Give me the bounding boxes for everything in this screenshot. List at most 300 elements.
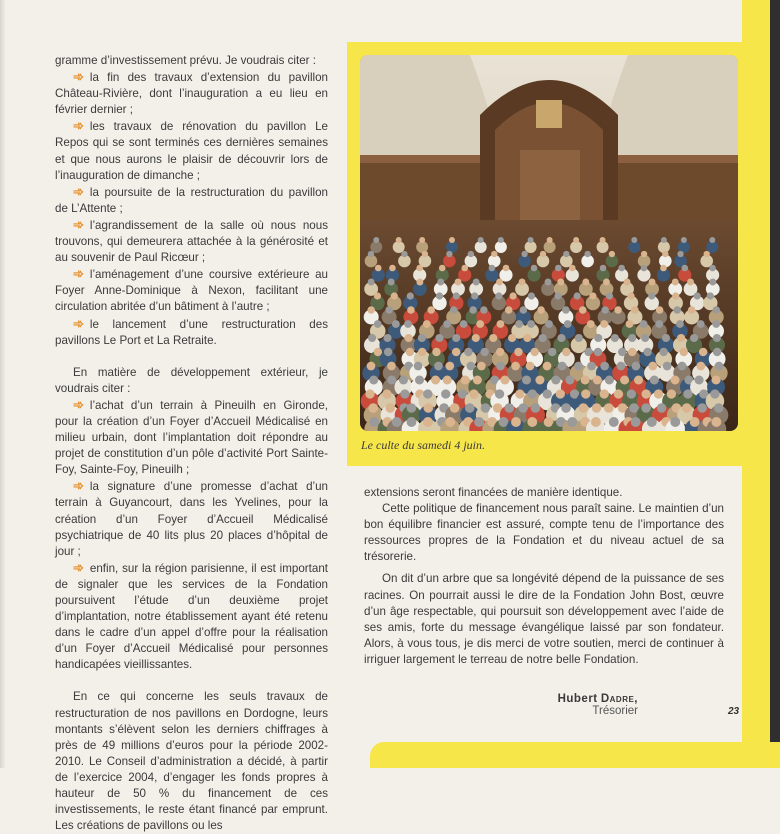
crowd-head (600, 362, 609, 371)
crowd-head (662, 251, 668, 257)
crowd-head (663, 362, 672, 371)
closing-paragraph: On dit d’un arbre que sa longévité dépend de la puissance de ses racines. On pourrait aussi le dire de la Fondation John Bost, œuvre d’un âge respectable, qui poursuit son développement avec l’aide de ses amis, forte du message évangélique laissé par son fondateur. Alors, à vous tous, je dis merci de votre soutien, merci de continuer à irriguer largement le terreau de notre belle Fondation. (364, 572, 724, 666)
crowd-head (423, 417, 433, 427)
crowd-head (423, 320, 431, 328)
crowd-head (527, 320, 535, 328)
signatory-last-name: Dadre, (600, 693, 638, 705)
crowd-head (641, 403, 651, 413)
crowd-head (407, 417, 417, 427)
crowd-head (423, 389, 432, 398)
crowd-head (682, 403, 692, 413)
crowd-head (600, 389, 609, 398)
crowd-head (401, 251, 407, 257)
crowd-head (557, 334, 565, 342)
arrow-right-icon: ➾ (73, 216, 84, 232)
crowd-head (445, 417, 455, 427)
crowd-head (626, 320, 634, 328)
crowd-head (432, 348, 440, 356)
bullet-text: l’agrandissement de la salle où nous nous trouvons, qui demeurera attachée à la générosité et au souvenir de Paul Ricœur ; (55, 218, 328, 265)
crowd-head (606, 292, 613, 299)
crowd-head (531, 265, 538, 272)
crowd-head (569, 265, 576, 272)
crowd-head (631, 306, 639, 314)
crowd-head (446, 251, 452, 257)
bullet-item (55, 266, 328, 315)
crowd-head (672, 292, 679, 299)
yellow-bottom-band (370, 742, 780, 768)
crowd-head (435, 334, 443, 342)
crowd-head (539, 334, 547, 342)
crowd-head (535, 376, 544, 385)
crowd-head (654, 389, 663, 398)
bullet-item (55, 478, 328, 559)
crowd-head (695, 376, 704, 385)
dordogne-paragraph: En ce qui concerne les seuls travaux de restructuration de nos pavillons en Dordogne, leurs montants s’élèvent selon les derniers chiffrages à près de 49 millions d’euros pour la période 2002-2010. Le Conseil d’administration a décidé, à partir de l’exercice 2004, d’engager les fonds propres à hauteur de 50 % du financement de ces investissements, le reste étant financé par emprunt. Les créations de pavillons ou les (55, 690, 328, 833)
crowd-head (558, 362, 567, 371)
crowd-head (422, 251, 428, 257)
crowd-head (627, 389, 636, 398)
crowd-head (460, 320, 468, 328)
crowd-head (589, 292, 596, 299)
crowd-head (649, 279, 656, 286)
crowd-head (400, 389, 409, 398)
crowd-head (505, 306, 513, 314)
crowd-head (540, 251, 546, 257)
crowd-head (688, 306, 696, 314)
crowd-head (697, 320, 705, 328)
crowd-head (545, 279, 552, 286)
crowd-head (509, 292, 516, 299)
crowd-head (385, 403, 395, 413)
signatory-name (520, 693, 638, 705)
crowd-head (634, 376, 643, 385)
church-interior-illustration (360, 55, 738, 431)
crowd-head (389, 265, 396, 272)
crowd-head (418, 348, 426, 356)
crowd-head (605, 376, 614, 385)
crowd-head (641, 334, 649, 342)
crowd-head (437, 279, 444, 286)
arrow-right-icon: ➾ (73, 183, 84, 199)
crowd-head (680, 348, 688, 356)
crowd-head (678, 362, 687, 371)
crowd-head (656, 306, 664, 314)
crowd-head (469, 306, 477, 314)
crowd-head (574, 292, 581, 299)
crowd-head (697, 403, 707, 413)
crowd-head (714, 403, 724, 413)
left-text-column (55, 53, 328, 834)
crowd-head (712, 376, 721, 385)
bullet-text: la poursuite de la restructuration du pavillon de L’Attente ; (55, 185, 328, 215)
bullet-text: les travaux de rénovation du pavillon Le Repos qui se sont terminés ces dernières semaines et que nous aurons le plaisir de découvrir lors de l’inauguration de dimanche ; (55, 120, 328, 182)
crowd-head (441, 389, 450, 398)
crowd-head (496, 320, 504, 328)
crowd-head (609, 417, 619, 427)
crowd-head (681, 237, 687, 243)
crowd-head (453, 292, 460, 299)
crowd-head (382, 389, 391, 398)
financing-paragraph: Cette politique de financement nous paraît saine. Le maintien d’un bon équilibre financier est assuré, compte tenu de l’importance des ressources propres de la Fondation et du niveau actuel de sa trésorerie. (364, 502, 724, 564)
crowd-head (640, 320, 648, 328)
crowd-head (564, 320, 572, 328)
crowd-head (690, 417, 700, 427)
crowd-head (367, 362, 376, 371)
crowd-head (368, 403, 378, 413)
crowd-head (515, 320, 523, 328)
crowd-head (581, 389, 590, 398)
crowd-head (387, 362, 396, 371)
crowd-head (609, 251, 615, 257)
crowd-head (628, 334, 636, 342)
bullet-text: enfin, sur la région parisienne, il est important de signaler que les services de la Fondation poursuivent l’étude d’un deuxième projet d’implantation, notre établissement ayant été retenu dans le cadre d’un appel d’offre pour la réalisation d’un Foyer d’Accueil Médicalisé pour personnes handicapées vieillissantes. (55, 561, 328, 672)
crowd-head (473, 376, 482, 385)
crowd-head (704, 251, 710, 257)
crowd-head (713, 306, 721, 314)
crowd-head (673, 306, 681, 314)
crowd-head (498, 237, 504, 243)
page-number: 23 (728, 706, 740, 717)
crowd-head (709, 279, 716, 286)
crowd-head (631, 417, 641, 427)
signatory-first-name: Hubert (557, 693, 598, 705)
crowd-head (581, 376, 590, 385)
crowd-head (611, 334, 619, 342)
crowd-head (387, 376, 396, 385)
arrow-right-icon: ➾ (73, 559, 84, 575)
crowd-head (521, 251, 527, 257)
crowd-head (561, 403, 571, 413)
crowd-head (620, 376, 629, 385)
arrow-right-icon: ➾ (73, 69, 84, 85)
crowd-head (683, 389, 692, 398)
crowd-head (436, 292, 443, 299)
crowd-head (655, 320, 663, 328)
crowd-head (709, 265, 716, 272)
crowd-head (562, 348, 570, 356)
crowd-head (396, 237, 402, 243)
crowd-head (461, 265, 468, 272)
crowd-head (407, 403, 417, 413)
crowd-head (677, 251, 683, 257)
crowd-head (713, 348, 721, 356)
crowd-head (648, 362, 657, 371)
crowd-head (711, 417, 721, 427)
crowd-head (384, 348, 392, 356)
crowd-head (551, 376, 560, 385)
crowd-head (416, 265, 423, 272)
crowd-head (671, 376, 680, 385)
crowd-head (391, 292, 398, 299)
crowd-head (491, 251, 497, 257)
crowd-head (477, 362, 486, 371)
crowd-head (399, 376, 408, 385)
crowd-head (489, 334, 497, 342)
bullet-list-external (55, 397, 328, 674)
crowd-head (367, 306, 375, 314)
crowd-head (523, 334, 531, 342)
crowd-head (528, 389, 537, 398)
crowd-head (641, 265, 648, 272)
crowd-head (368, 251, 374, 257)
crowd-head (690, 334, 698, 342)
crowd-head (511, 362, 520, 371)
crowd-head (554, 292, 561, 299)
crowd-head (643, 348, 651, 356)
crowd-head (495, 292, 502, 299)
crowd-head (604, 403, 614, 413)
crowd-head (392, 320, 400, 328)
crowd-head (495, 389, 504, 398)
bullet-text: l’achat d’un terrain à Pineuilh en Gironde, pour la création d’un Foyer d’Accueil Médicalisé en milieu urbain, dont l’implantation doit répondre au projet de constitution d’un pôle d’activité Port Sainte-Foy, Sainte-Foy, Pineuilh ; (55, 398, 328, 477)
crowd-head (648, 292, 655, 299)
crowd-head (471, 292, 478, 299)
crowd-head (591, 417, 601, 427)
crowd-head (574, 362, 583, 371)
crowd-head (388, 279, 395, 286)
crowd-head (407, 292, 414, 299)
crowd-head (480, 306, 488, 314)
right-text-column (364, 485, 724, 668)
crowd-head (496, 279, 503, 286)
bullet-item (55, 118, 328, 183)
bullet-item (55, 217, 328, 266)
crowd-head (465, 403, 475, 413)
crowd-head (530, 348, 538, 356)
crowd-head (472, 334, 480, 342)
crowd-head (712, 320, 720, 328)
crowd-head (603, 279, 610, 286)
photo-caption: Le culte du samedi 4 juin. (361, 438, 485, 452)
crowd-head (528, 237, 534, 243)
crowd-head (627, 292, 634, 299)
crowd-head (385, 306, 393, 314)
crowd-head (505, 403, 515, 413)
crowd-head (515, 389, 524, 398)
intro-line: gramme d’investissement prévu. Je voudrais citer : (55, 54, 316, 67)
crowd-head (514, 348, 522, 356)
crowd-head (419, 237, 425, 243)
crowd-head (618, 265, 625, 272)
crowd-head (710, 389, 719, 398)
signatory-role: Trésorier (592, 705, 638, 717)
crowd-head (641, 251, 647, 257)
crowd-head (450, 403, 460, 413)
crowd-head (522, 376, 531, 385)
crowd-head (511, 417, 521, 427)
crowd-head (579, 306, 587, 314)
crowd-head (543, 362, 552, 371)
crowd-head (647, 417, 657, 427)
crowd-head (631, 237, 637, 243)
bullet-text: le lancement d’une restructuration des pavillons Le Port et La Retraite. (55, 317, 328, 347)
crowd-head (392, 417, 402, 427)
bullet-text: l’aménagement d’une coursive extérieure au Foyer Anne-Dominique à Nexon, facilitant une circulation abritée d’un bâtiment à l’autre ; (55, 268, 328, 314)
crowd-head (427, 306, 435, 314)
crowd-head (672, 279, 679, 286)
page-binding-edge (770, 0, 780, 768)
crowd-head (519, 279, 526, 286)
crowd-head (508, 334, 516, 342)
arrow-right-icon: ➾ (73, 315, 84, 331)
crowd-head (496, 348, 504, 356)
crowd-head (694, 292, 701, 299)
crowd-head (624, 279, 631, 286)
bullet-item (55, 184, 328, 217)
crowd-head (424, 403, 434, 413)
crowd-head (617, 362, 626, 371)
crowd-head (528, 292, 535, 299)
crowd-head (657, 403, 667, 413)
crowd-head (614, 306, 622, 314)
crowd-head (407, 306, 415, 314)
crowd-head (670, 417, 680, 427)
crowd-head (557, 279, 564, 286)
church-service-photo (360, 55, 738, 431)
bullet-item (55, 560, 328, 674)
crowd-head (587, 320, 595, 328)
bullet-list-internal (55, 69, 328, 349)
crowd-head (431, 376, 440, 385)
arrow-right-icon: ➾ (73, 478, 84, 494)
page-edge-shadow (0, 0, 6, 768)
crowd-head (628, 348, 636, 356)
crowd-head (562, 306, 570, 314)
signature-block (520, 693, 638, 717)
crowd-head (650, 376, 659, 385)
crowd-head (416, 279, 423, 286)
crowd-head (556, 389, 565, 398)
crowd-head (614, 389, 623, 398)
crowd-head (445, 362, 454, 371)
crowd-head (450, 306, 458, 314)
crowd-head (368, 334, 376, 342)
crowd-head (575, 334, 583, 342)
bullet-item (55, 69, 328, 118)
crowd-head (434, 362, 443, 371)
crowd-head (713, 334, 721, 342)
crowd-head (489, 265, 496, 272)
bullet-item (55, 316, 328, 349)
crowd-head (594, 348, 602, 356)
crowd-head (565, 376, 574, 385)
crowd-head (600, 237, 606, 243)
crowd-head (677, 334, 685, 342)
crowd-head (455, 279, 462, 286)
crowd-head (594, 334, 602, 342)
crowd-head (496, 362, 505, 371)
crowd-head (660, 265, 667, 272)
crowd-head (474, 417, 484, 427)
crowd-head (464, 348, 472, 356)
crowd-head (373, 237, 379, 243)
crowd-head (369, 417, 379, 427)
crowd-head (500, 376, 509, 385)
crowd-head (601, 306, 609, 314)
crowd-head (579, 403, 589, 413)
crowd-head (593, 376, 602, 385)
crowd-head (414, 362, 423, 371)
crowd-head (659, 348, 667, 356)
crowd-head (476, 320, 484, 328)
bullet-text: la fin des travaux d’extension du pavillon Château-Rivière, dont l’inauguration a eu lieu en février dernier ; (55, 71, 328, 117)
intro-external-development: En matière de développement extérieur, je voudrais citer : (55, 365, 328, 395)
crowd-head (587, 362, 596, 371)
crowd-head (661, 237, 667, 243)
crowd-head (452, 348, 460, 356)
crowd-head (709, 237, 715, 243)
crowd-head (632, 362, 641, 371)
crowd-head (545, 320, 553, 328)
crowd-head (415, 376, 424, 385)
arrow-right-icon: ➾ (73, 396, 84, 412)
crowd-head (543, 389, 552, 398)
bullet-text: la signature d’une promesse d’achat d’un terrain à Guyancourt, dans les Yvelines, pour la création d’un Foyer d’Accueil Médicalisé psychiatrique de 40 lits plus 20 places d’hôpital de jour ; (55, 480, 328, 558)
crowd-head (547, 237, 553, 243)
crowd-head (531, 403, 541, 413)
crowd-head (406, 348, 414, 356)
crowd-head (461, 376, 470, 385)
crowd-head (555, 265, 562, 272)
crowd-head (473, 279, 480, 286)
crowd-head (567, 417, 577, 427)
crowd-head (480, 348, 488, 356)
crowd-head (676, 320, 684, 328)
crowd-head (478, 237, 484, 243)
crowd-head (443, 320, 451, 328)
crowd-head (573, 237, 579, 243)
crowd-head (584, 251, 590, 257)
crowd-head (527, 417, 537, 427)
crowd-head (667, 389, 676, 398)
crowd-head (368, 279, 375, 286)
crowd-head (468, 251, 474, 257)
crowd-head (469, 389, 478, 398)
crowd-head (405, 334, 413, 342)
crowd-head (715, 362, 724, 371)
crowd-head (383, 334, 391, 342)
crowd-head (548, 348, 556, 356)
crowd-head (369, 376, 378, 385)
crowd-head (526, 362, 535, 371)
crowd-head (503, 265, 510, 272)
crowd-head (600, 265, 607, 272)
crowd-head (418, 334, 426, 342)
crowd-head (443, 376, 452, 385)
crowd-head (374, 292, 381, 299)
crowd-head (404, 320, 412, 328)
arrow-right-icon: ➾ (73, 118, 84, 134)
crowd-head (707, 292, 714, 299)
bullet-item (55, 397, 328, 478)
crowd-head (600, 320, 608, 328)
crowd-head (452, 334, 460, 342)
crowd-head (439, 265, 446, 272)
crowd-head (537, 306, 545, 314)
crowd-head (696, 362, 705, 371)
crowd-head (641, 389, 650, 398)
crowd-head (687, 279, 694, 286)
crowd-head (449, 237, 455, 243)
crowd-head (662, 334, 670, 342)
crowd-head (520, 306, 528, 314)
arrow-right-icon: ➾ (73, 266, 84, 282)
crowd-head (375, 265, 382, 272)
crowd-head (699, 348, 707, 356)
crowd-head (681, 265, 688, 272)
continuation-line: extensions seront financées de manière identique. (364, 486, 623, 499)
crowd-head (582, 279, 589, 286)
